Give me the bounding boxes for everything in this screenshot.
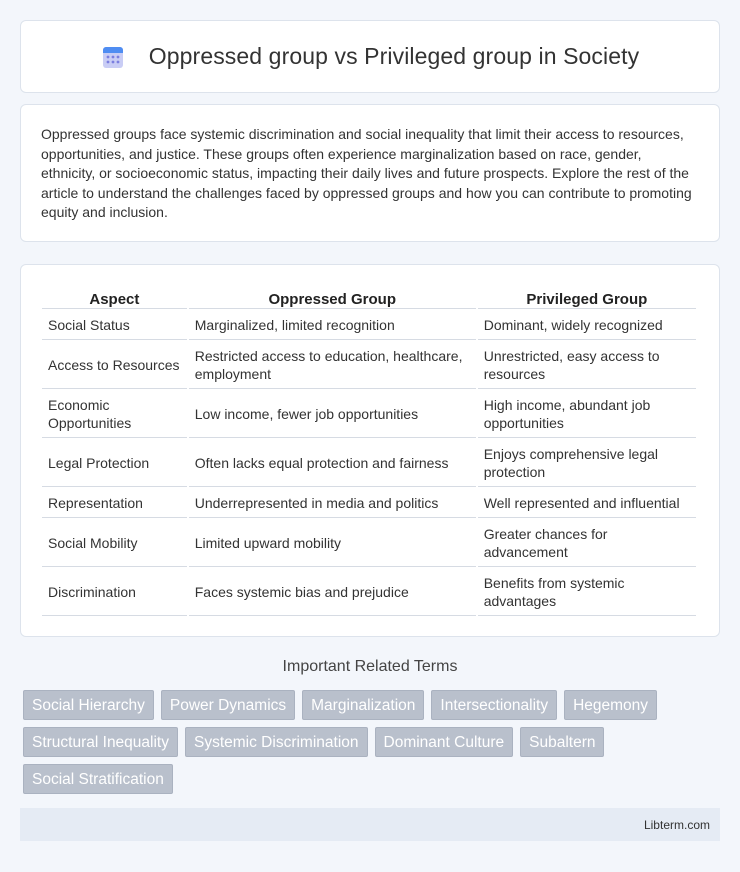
header-aspect: Aspect <box>42 289 187 309</box>
term-tag-intersectionality[interactable]: Intersectionality <box>431 690 557 720</box>
table-cell: Benefits from systemic advantages <box>478 569 696 616</box>
table-row <box>42 440 696 487</box>
table-cell: Marginalized, limited recognition <box>189 311 476 340</box>
header-card <box>20 20 720 93</box>
page-title: Oppressed group vs Privileged group in Society <box>148 43 640 69</box>
term-tag-dominant-culture[interactable]: Dominant Culture <box>375 727 514 757</box>
table-cell: Dominant, widely recognized <box>478 311 696 340</box>
table-cell: Underrepresented in media and politics <box>189 489 476 518</box>
table-cell: Discrimination <box>42 569 187 616</box>
table-cell: Limited upward mobility <box>189 520 476 567</box>
term-tag-systemic-discrimination[interactable]: Systemic Discrimination <box>185 727 368 757</box>
table-cell: Well represented and influential <box>478 489 696 518</box>
table-cell: Access to Resources <box>42 342 187 389</box>
table-cell: High income, abundant job opportunities <box>478 391 696 438</box>
related-terms-list <box>23 690 713 794</box>
table-cell: Greater chances for advancement <box>478 520 696 567</box>
table-cell: Social Status <box>42 311 187 340</box>
table-cell: Social Mobility <box>42 520 187 567</box>
footer <box>20 808 720 841</box>
table-cell: Often lacks equal protection and fairness <box>189 440 476 487</box>
table-cell: Enjoys comprehensive legal protection <box>478 440 696 487</box>
table-row <box>42 489 696 518</box>
table-cell: Legal Protection <box>42 440 187 487</box>
table-cell: Faces systemic bias and prejudice <box>189 569 476 616</box>
header-oppressed: Oppressed Group <box>189 289 476 309</box>
table-row <box>42 569 696 616</box>
table-cell: Representation <box>42 489 187 518</box>
table-row <box>42 342 696 389</box>
table-row <box>42 311 696 340</box>
comparison-table <box>40 287 698 618</box>
table-cell: Low income, fewer job opportunities <box>189 391 476 438</box>
term-tag-hegemony[interactable]: Hegemony <box>564 690 657 720</box>
intro-card <box>20 104 720 242</box>
term-tag-subaltern[interactable]: Subaltern <box>520 727 604 757</box>
footer-site-link[interactable]: Libterm.com <box>643 818 710 832</box>
table-header-row <box>42 289 696 309</box>
table-cell: Economic Opportunities <box>42 391 187 438</box>
term-tag-social-hierarchy[interactable]: Social Hierarchy <box>23 690 154 720</box>
term-tag-social-stratification[interactable]: Social Stratification <box>23 764 173 794</box>
table-row <box>42 520 696 567</box>
related-terms-title: Important Related Terms <box>282 658 458 675</box>
document-icon <box>101 44 127 70</box>
term-tag-power-dynamics[interactable]: Power Dynamics <box>161 690 295 720</box>
term-tag-marginalization[interactable]: Marginalization <box>302 690 424 720</box>
comparison-table-card <box>20 264 720 637</box>
table-cell: Restricted access to education, healthcare, employment <box>189 342 476 389</box>
header-privileged: Privileged Group <box>478 289 696 309</box>
table-row <box>42 391 696 438</box>
table-cell: Unrestricted, easy access to resources <box>478 342 696 389</box>
term-tag-structural-inequality[interactable]: Structural Inequality <box>23 727 178 757</box>
intro-text: Oppressed groups face systemic discrimination and social inequality that limit their access to resources, opportunities, and justice. These groups often experience marginalization based on race, gender, ethnicity, or socioeconomic status, impacting their daily lives and future prospects. Explore the rest of the article to understand the challenges faced by oppressed groups and how you can contribute to promoting equity and inclusion. <box>41 126 692 221</box>
